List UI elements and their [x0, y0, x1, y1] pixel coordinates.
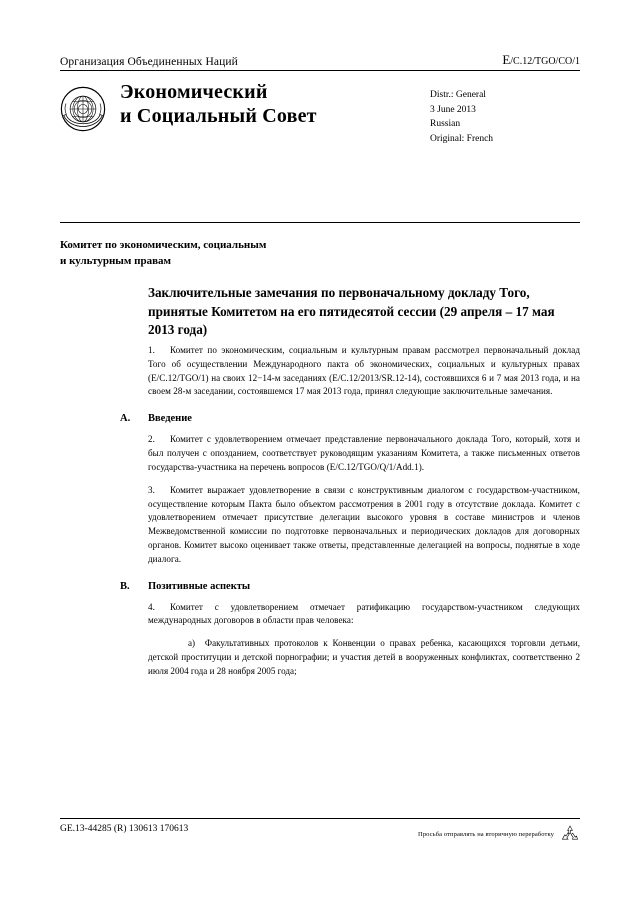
symbol-suffix: /C.12/TGO/CO/1 — [510, 56, 580, 67]
section-title-b: Позитивные аспекты — [148, 580, 251, 592]
subparagraph-text — [148, 637, 580, 678]
paragraph-text: Комитет выражает удовлетворение в связи с конструктивным диалогом с государством-участником, осуществление которым Пакта было объектом рассмотрения в 2001 году в отсутствие доклада. Комитет с удовлетворением отмечает присутствие делегации высокого уровня в составе министров и членов Межведомственной комиссии по подготовке первоначальных и периодических докладов для договорных органов. Комитет высоко оценивает также ответы, представленные делегацией на вопросы, поднятые в ходе диалога. — [148, 484, 580, 564]
header-divider-secondary — [60, 222, 580, 223]
section-title-a: Введение — [148, 413, 192, 425]
page-title: Заключительные замечания по первоначальному докладу Того, принятые Комитетом на его пятидесятой сессии (29 апреля – 17 мая 2013 года) — [148, 285, 555, 338]
distr-line-2: Russian — [430, 119, 461, 130]
distr-line-0: Distr.: General — [430, 90, 486, 100]
footer-divider — [60, 818, 580, 819]
paragraph-number: 2. — [148, 434, 155, 445]
paragraph — [60, 344, 580, 399]
committee-name — [60, 238, 410, 270]
masthead-title-line2: и Социальный Совет — [120, 105, 317, 128]
masthead — [60, 80, 580, 147]
job-number: GE.13-44285 (R) 130613 170613 — [60, 824, 189, 834]
paragraph-number: 1. — [148, 345, 155, 355]
distr-line-3: Original: French — [430, 134, 494, 145]
distr-line-1: 3 June 2013 — [430, 104, 476, 115]
header-divider — [60, 70, 580, 71]
paragraph-text: Комитет с удовлетворением отмечает ратификацию государством-участником следующих международных договоров в области прав человека: — [148, 601, 580, 626]
recycle-text: Просьба отправлять на вторичную переработку — [418, 830, 554, 838]
document-body — [60, 344, 580, 688]
section-heading-a — [60, 413, 580, 424]
paragraph — [60, 433, 580, 474]
distribution-block — [430, 88, 580, 147]
recycle-notice — [418, 824, 580, 844]
paragraph — [60, 484, 580, 567]
document-symbol — [502, 52, 580, 68]
document-header — [60, 52, 580, 68]
committee-name-line1: Комитет по экономическим, социальным — [60, 239, 267, 251]
document-footer — [60, 824, 580, 844]
section-heading-b — [60, 581, 580, 592]
paragraph-number: 3. — [148, 484, 155, 495]
masthead-title — [120, 80, 430, 129]
subparagraph-marker: a) — [188, 638, 196, 649]
subparagraph-body: Факультативных протоколов к Конвенции о правах ребенка, касающихся торговли детьми, детской проституции и детской порнографии; и участия детей в вооруженных конфликтах, соответственно 2 июля 2004 года и 28 ноября 2005 года; — [148, 638, 581, 676]
un-emblem-icon — [60, 86, 106, 132]
committee-name-line2: и культурным правам — [60, 254, 171, 267]
paragraph — [60, 601, 580, 629]
subparagraph — [60, 637, 580, 678]
organization-name: Организация Объединенных Наций — [60, 56, 238, 68]
symbol-series: E — [502, 52, 511, 67]
recycle-icon — [560, 824, 580, 844]
paragraph-text: Комитет с удовлетворением отмечает представление первоначального доклада Того, который, хотя и был получен с опозданием, соответствует руководящим указаниям Комитета, а также письменных ответов государства-участника на перечень вопросов (E/C.12/TGO/Q/1/Add.1). — [148, 434, 580, 472]
paragraph-number: 4. — [148, 601, 155, 612]
section-letter-b: B. — [120, 580, 130, 592]
section-letter-a: A. — [120, 413, 131, 425]
masthead-title-line1: Экономический — [120, 81, 268, 103]
paragraph-text: Комитет по экономическим, социальным и культурным правам рассмотрел первоначальный доклад Того об осуществлении Международного пакта об экономических, социальных и культурных правах (E/C.12/TGO/1) на своих 12−14-м заседаниях (E/C.12/2013/SR.12-14), состоявшихся 6 и 7 мая 2013 года, и на своем 28-м заседании, состоявшемся 17 мая 2013 года, принял следующие заключительные замечания. — [148, 345, 580, 397]
